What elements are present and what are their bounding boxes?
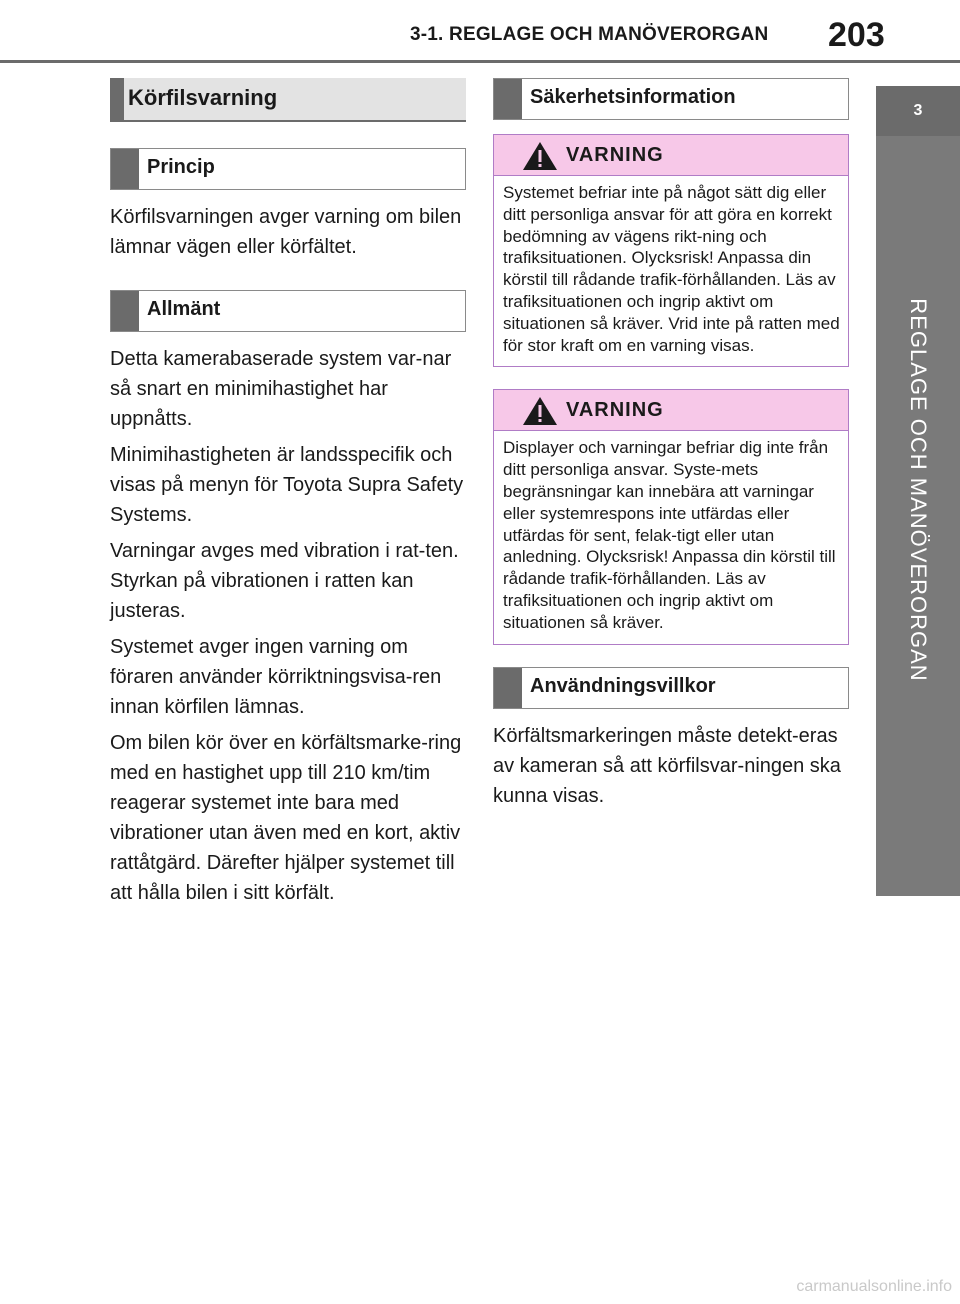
section-title: 3-1. REGLAGE OCH MANÖVERORGAN: [410, 24, 769, 45]
heading-bar: [494, 668, 522, 708]
paragraph: Om bilen kör över en körfältsmarke-ring med en hastighet upp till 210 km/tim reagerar systemet inte bara med vibrationer utan även med en kort, aktiv rattåtgärd. Därefter hjälper systemet till att hålla bilen i sitt körfält.: [110, 732, 462, 904]
paragraph: Detta kamerabaserade system var-nar så snart en minimihastighet har uppnåtts.: [110, 348, 452, 430]
page-header: [0, 0, 960, 62]
paragraph: Körfältsmarkeringen måste detekt-eras av kameran så att körfilsvar-ningen ska kunna visas.: [493, 724, 841, 807]
warning-box: [493, 389, 849, 644]
warning-title: VARNING: [566, 144, 664, 166]
paragraph: Körfilsvarningen avger varning om bilen lämnar vägen eller körfältet.: [110, 206, 462, 258]
subheading-text: Princip: [147, 156, 215, 178]
page-number: 203: [828, 16, 885, 54]
warning-header: [494, 135, 848, 176]
subheading-allmant: [110, 290, 466, 332]
heading-bar: [494, 79, 522, 119]
subheading-text: Säkerhetsinformation: [530, 86, 736, 108]
chapter-number: 3: [876, 86, 960, 136]
warning-triangle-icon: [522, 396, 558, 426]
section-heading-text: Körfilsvarning: [128, 85, 278, 110]
warning-triangle-icon: [522, 141, 558, 171]
chapter-side-label: REGLAGE OCH MANÖVERORGAN: [906, 298, 931, 682]
subheading-text: Allmänt: [147, 298, 221, 320]
subheading-safety: [493, 78, 849, 120]
heading-bar: [111, 149, 139, 189]
right-column: [493, 78, 849, 811]
warning-box: [493, 134, 849, 367]
subheading-princip: [110, 148, 466, 190]
warning-title: VARNING: [566, 399, 664, 422]
paragraph: Systemet avger ingen varning om föraren använder körriktningsvisa-ren innan körfilen lämnas.: [110, 636, 442, 718]
paragraph: Varningar avges med vibration i rat-ten. Styrkan på vibrationen i ratten kan justeras.: [110, 540, 459, 622]
watermark: carmanualsonline.info: [796, 1278, 952, 1295]
heading-bar: [110, 78, 124, 120]
section-heading: [110, 78, 466, 122]
subheading-conditions: [493, 667, 849, 709]
warning-header: [494, 390, 848, 431]
paragraph: Minimihastigheten är landsspecifik och visas på menyn för Toyota Supra Safety Systems.: [110, 444, 464, 526]
warning-text: Systemet befriar inte på något sätt dig eller ditt personliga ansvar för att göra en korrekt bedömning av vägens rikt-ning och trafiksituationen. Olycksrisk! Anpassa din körstil till rådande trafik-förhållanden. Läs av trafiksituationen och ingrip aktivt om situationen så kräver. Vrid inte på ratten med för stor kraft om en varning visas.: [503, 183, 840, 355]
subheading-text: Användningsvillkor: [530, 674, 716, 697]
warning-text: Displayer och varningar befriar dig inte från ditt personliga ansvar. Syste-mets begränsningar kan innebära att varningar eller systemrespons inte utfärdas eller utfärdas för sent, felak-tigt eller utan anledning. Olycksrisk! Anpassa din körstil till rådande trafik-förhållanden. Läs av trafiksituationen och ingrip aktivt om situationen så kräver.: [503, 438, 836, 632]
header-divider: [0, 60, 960, 63]
left-column: [110, 78, 466, 908]
heading-bar: [111, 291, 139, 331]
